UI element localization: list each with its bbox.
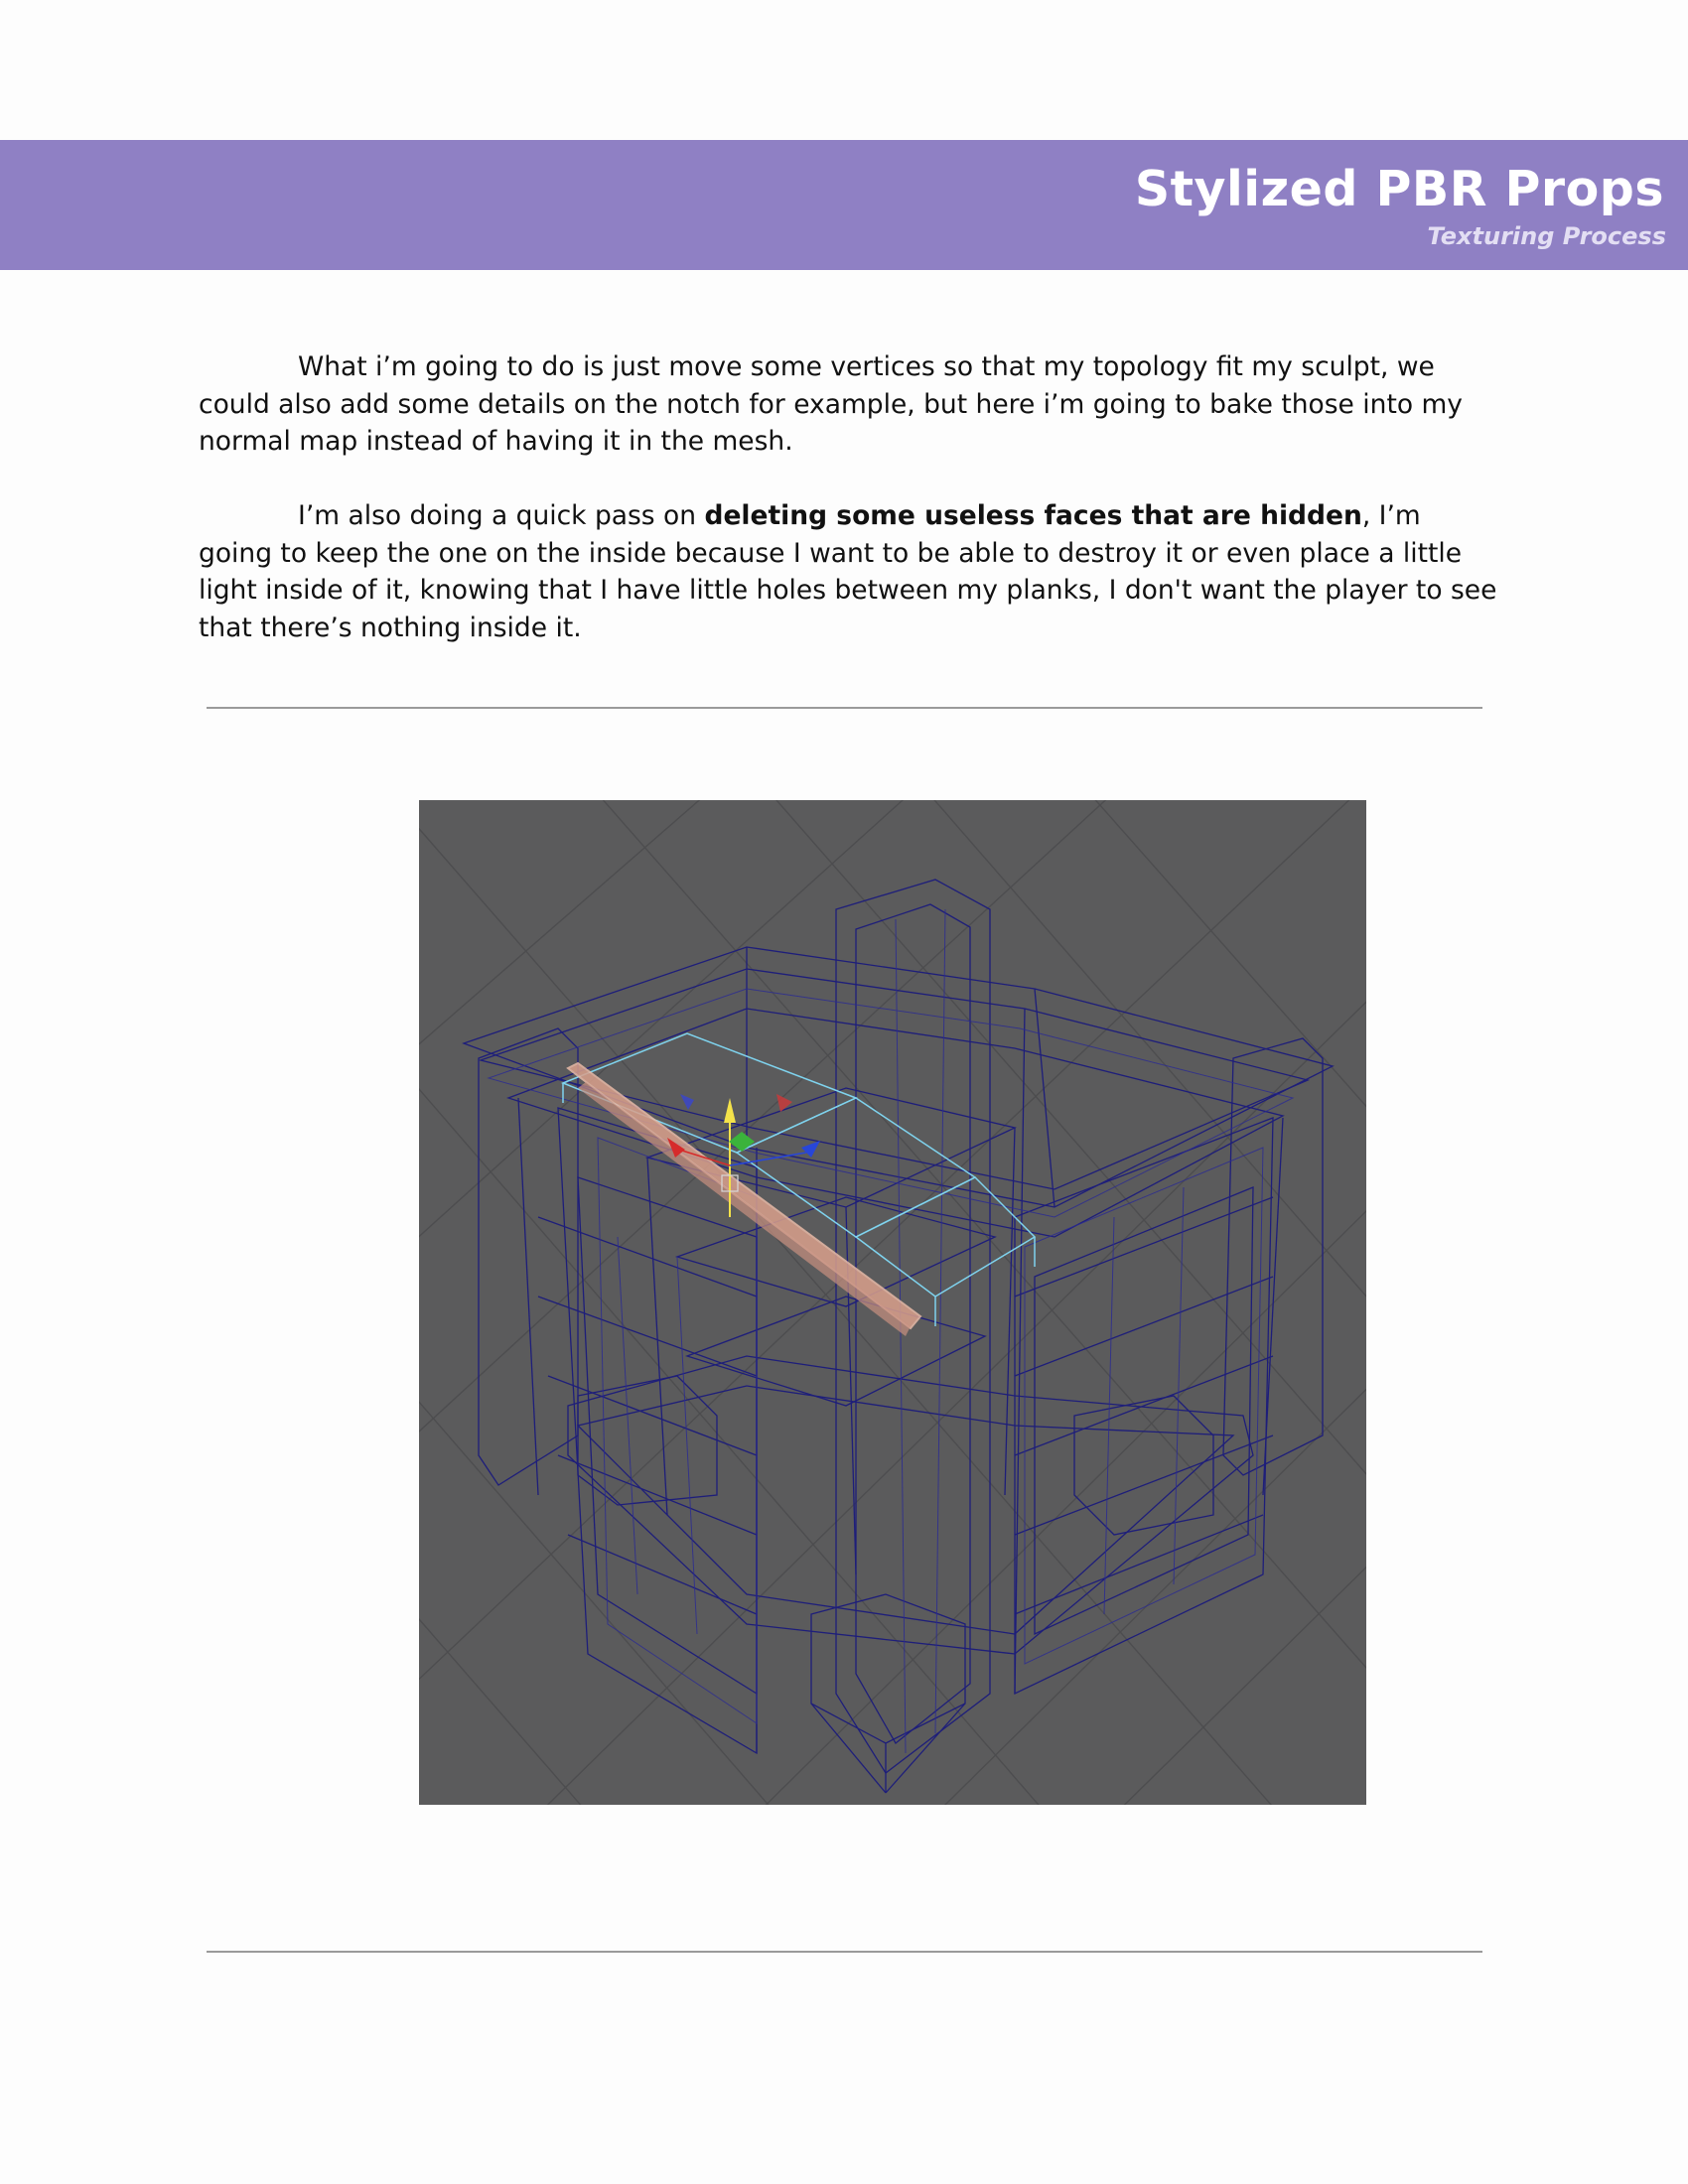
crate-wireframe-dense <box>489 909 1293 1753</box>
paragraph-delete-faces-emphasis: deleting some useless faces that are hidden <box>704 500 1362 531</box>
selected-plank-edge <box>578 1082 911 1336</box>
crate-wireframe <box>464 880 1333 1793</box>
crate-wireframe-render <box>419 800 1366 1805</box>
paragraph-delete-faces-start: I’m also doing a quick pass on <box>298 500 705 531</box>
page-subtitle: Texturing Process <box>1427 222 1666 250</box>
paragraph-topology-text: What i’m going to do is just move some vertices so that my topology fit my sculpt, we could also add some details on the notch for example, but here i’m going to bake those into my normal map instead of having it in the mesh. <box>199 351 1463 457</box>
divider-bottom <box>207 1951 1482 1953</box>
divider-top <box>207 707 1482 709</box>
selected-plank-wireframe <box>563 1033 1035 1326</box>
paragraph-delete-faces <box>199 497 1499 646</box>
paragraph-topology <box>199 348 1499 461</box>
paragraph-delete-faces-end: , I’m going to keep the one on the inside because I want to be able to destroy it or even place a little light inside of it, knowing that I have little holes between my planks, I don't want the player to see that there’s nothing inside it. <box>199 500 1497 643</box>
wireframe-viewport-screenshot <box>419 800 1366 1805</box>
page-title: Stylized PBR Props <box>1134 161 1664 217</box>
